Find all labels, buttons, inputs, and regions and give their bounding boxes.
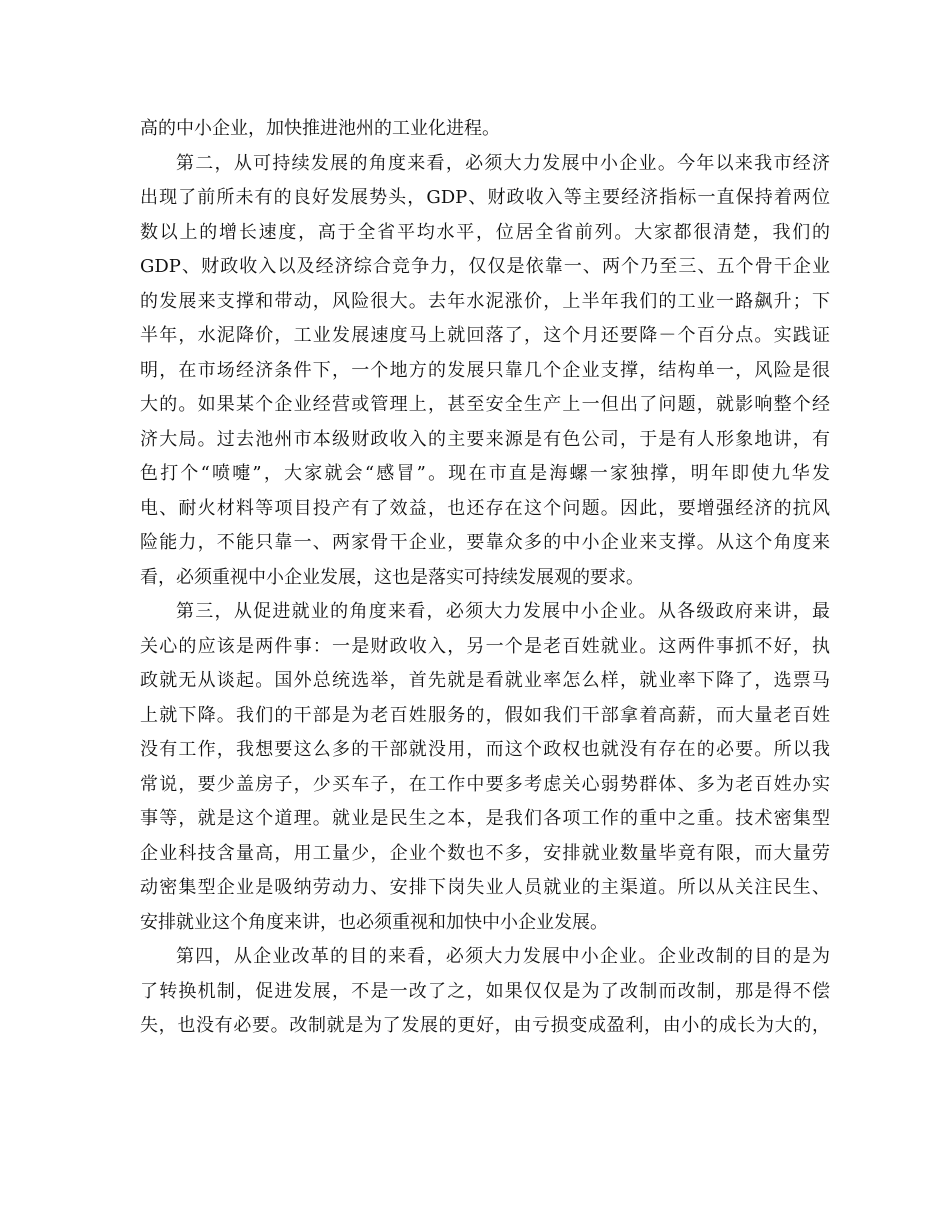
text-line: GDP、财政收入以及经济综合竞争力，仅仅是依靠一、两个乃至三、五个骨干企业 <box>140 256 830 277</box>
text-line: 数以上的增长速度，高于全省平均水平，位居全省前列。大家都很清楚，我们的 <box>140 221 830 243</box>
body-text <box>140 112 830 1044</box>
paragraph-start-line: 第三，从促进就业的角度来看，必须大力发展中小企业。从各级政府来讲，最 <box>176 601 830 622</box>
text-line: 常说，要少盖房子，少买车子，在工作中要多考虑关心弱势群体、多为老百姓办实 <box>140 773 830 795</box>
text-line: 安排就业这个角度来讲，也必须重视和加快中小企业发展。 <box>140 911 608 933</box>
text-line: 看，必须重视中小企业发展，这也是落实可持续发展观的要求。 <box>140 566 644 588</box>
text-line: 的发展来支撑和带动，风险很大。去年水泥涨价，上半年我们的工业一路飙升；下 <box>140 290 830 312</box>
text-line: 电、耐火材料等项目投产有了效益，也还存在这个问题。因此，要增强经济的抗风 <box>140 497 830 519</box>
text-line: 了转换机制，促进发展，不是一改了之，如果仅仅是为了改制而改制，那是得不偿 <box>140 980 830 1002</box>
text-line: 企业科技含量高，用工量少，企业个数也不多，安排就业数量毕竟有限，而大量劳 <box>140 842 830 864</box>
text-line: 明，在市场经济条件下，一个地方的发展只靠几个企业支撑，结构单一，风险是很 <box>140 359 830 381</box>
text-line: 关心的应该是两件事：一是财政收入，另一个是老百姓就业。这两件事抓不好，执 <box>140 635 830 657</box>
text-line: 失，也没有必要。改制就是为了发展的更好，由亏损变成盈利，由小的成长为大的， <box>140 1015 830 1036</box>
paragraph-start-line: 第四，从企业改革的目的来看，必须大力发展中小企业。企业改制的目的是为 <box>176 946 830 967</box>
text-line: 没有工作，我想要这么多的干部就没用，而这个政权也就没有存在的必要。所以我 <box>140 739 830 760</box>
text-line: 上就下降。我们的干部是为老百姓服务的，假如我们干部拿着高薪，而大量老百姓 <box>140 704 830 726</box>
text-line: 大的。如果某个企业经营或管理上，甚至安全生产上一但出了问题，就影响整个经 <box>140 394 830 415</box>
text-line: 事等，就是这个道理。就业是民生之本，是我们各项工作的重中之重。技术密集型 <box>140 808 830 829</box>
text-line: 出现了前所未有的良好发展势头，GDP、财政收入等主要经济指标一直保持着两位 <box>140 187 830 208</box>
paragraph-start-line: 第二，从可持续发展的角度来看，必须大力发展中小企业。今年以来我市经济 <box>176 152 830 174</box>
text-line: 高的中小企业，加快推进池州的工业化进程。 <box>140 118 500 139</box>
text-line: 济大局。过去池州市本级财政收入的主要来源是有色公司，于是有人形象地讲，有 <box>140 428 830 450</box>
text-line: 半年，水泥降价，工业发展速度马上就回落了，这个月还要降－个百分点。实践证 <box>140 325 830 346</box>
text-line: 动密集型企业是吸纳劳动力、安排下岗失业人员就业的主渠道。所以从关注民生、 <box>140 877 830 898</box>
text-line: 色打个“喷嚏”，大家就会“感冒”。现在市直是海螺一家独撑，明年即使九华发 <box>140 463 830 484</box>
text-line: 险能力，不能只靠一、两家骨干企业，要靠众多的中小企业来支撑。从这个角度来 <box>140 532 830 553</box>
text-line: 政就无从谈起。国外总统选举，首先就是看就业率怎么样，就业率下降了，选票马 <box>140 670 830 691</box>
